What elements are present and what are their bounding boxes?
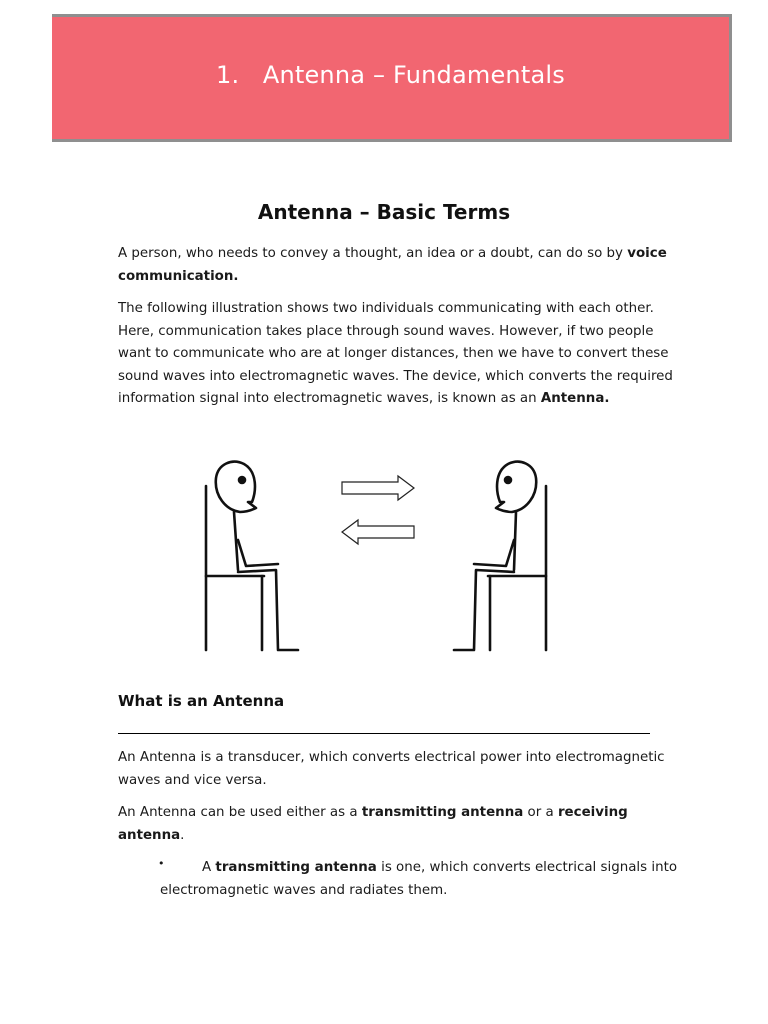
bullet-text-2: is one, which converts electrical signals into electromagnetic waves and radiates them. [160,860,678,898]
divider [118,733,650,734]
bullet-bold: transmitting antenna [215,860,377,875]
paragraph-intro-bold: voice communication. [118,246,667,284]
paragraph-intro [118,243,678,288]
paragraph-illustration-intro [118,298,678,411]
arrow-right-icon [342,476,414,500]
paragraph-definition [118,747,678,792]
paragraph-intro-text: A person, who needs to convey a thought, an idea or a doubt, can do so by [118,246,628,261]
communication-illustration [196,452,556,660]
paragraph-usage-bold-1: transmitting antenna [361,805,524,820]
paragraph-usage-text-3: . [180,827,185,843]
paragraph-illustration-bold: Antenna. [540,391,610,406]
bullet-marker: • [158,857,165,870]
subheading: What is an Antenna [118,692,285,710]
paragraph-illustration-text: The following illustration shows two individuals communicating with each other. Here, communication takes place through sound waves. However, if two people want to communicate who are at longer distances, then we have to convert these sound waves into electromagnetic waves. The device, which converts the required information signal into electromagnetic waves, is known as an [118,301,673,406]
section-title: Antenna – Basic Terms [257,200,511,224]
arrow-left-icon [342,520,414,544]
right-person-icon [454,462,546,650]
paragraph-definition-text: An Antenna is a transducer, which converts electrical power into electromagnetic waves and vice versa. [118,750,665,788]
chapter-title: 1. Antenna – Fundamentals [216,61,565,89]
paragraph-usage [118,802,678,847]
paragraph-usage-text-1: An Antenna can be used either as a [118,805,362,820]
bullet-item-transmitting [160,857,680,902]
left-person-icon [206,462,298,650]
paragraph-usage-bold-2: receiving antenna [118,805,628,843]
bullet-text-1: A [202,860,216,875]
paragraph-usage-text-2: or a [523,805,558,820]
chapter-banner [52,14,732,142]
